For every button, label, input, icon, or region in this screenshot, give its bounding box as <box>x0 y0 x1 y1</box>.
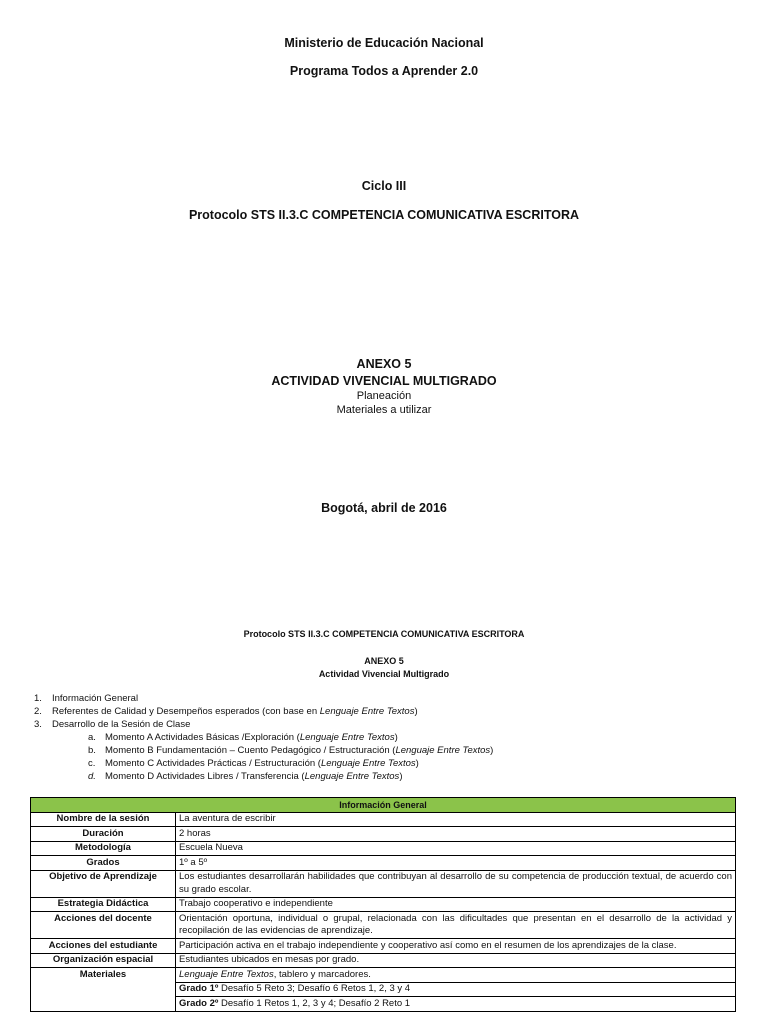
outline-item-text: Información General <box>52 693 139 704</box>
row-value: Los estudiantes desarrollarán habilidades que contribuyan al desarrollo de su competencia de producción textual, de acuerdo con su grado escolar. <box>176 870 736 897</box>
outline-item <box>34 692 493 705</box>
materials-text: , tablero y marcadores. <box>273 968 371 980</box>
outline-subitem-paren: ) <box>394 732 398 743</box>
body-annex-heading: ANEXO 5 <box>364 656 404 666</box>
outline-subitem-letter: c. <box>88 758 96 769</box>
row-value: 1º a 5º <box>176 856 736 871</box>
annex-title: ANEXO 5 <box>356 357 412 371</box>
materials-subtitle: Materiales a utilizar <box>336 404 432 416</box>
materials-grade <box>176 982 736 997</box>
table-row <box>31 912 736 939</box>
outline-subitem-paren: ) <box>415 758 419 769</box>
outline-item-paren: ) <box>414 706 418 717</box>
table-row <box>31 968 736 983</box>
body-protocol-heading: Protocolo STS II.3.C COMPETENCIA COMUNICATIVA ESCRITORA <box>243 629 525 639</box>
row-label: Duración <box>31 827 176 842</box>
outline-subitem <box>34 731 493 744</box>
outline-subitem-paren: ) <box>399 771 403 782</box>
row-label: Acciones del estudiante <box>31 939 176 954</box>
outline-item-number: 1. <box>34 693 42 704</box>
outline-subitem <box>34 770 493 783</box>
outline-item-text: Desarrollo de la Sesión de Clase <box>52 719 191 730</box>
table-row <box>31 812 736 827</box>
outline-item <box>34 718 493 731</box>
row-value: Trabajo cooperativo e independiente <box>176 897 736 912</box>
row-value: Estudiantes ubicados en mesas por grado. <box>176 953 736 968</box>
materials-book-title: Lenguaje Entre Textos <box>179 968 274 980</box>
place-date: Bogotá, abril de 2016 <box>321 501 447 515</box>
outline-item-book-title: Lenguaje Entre Textos <box>319 706 415 717</box>
table-header-row <box>31 798 736 813</box>
table-row <box>31 953 736 968</box>
outline-subitem <box>34 744 493 757</box>
row-label: Estrategia Didáctica <box>31 897 176 912</box>
outline-subitem-letter: d. <box>88 771 96 782</box>
table-row <box>31 897 736 912</box>
materials-grade-text: Desafío 1 Retos 1, 2, 3 y 4; Desafío 2 Reto 1 <box>218 997 411 1009</box>
outline-subitem-book-title: Lenguaje Entre Textos <box>299 732 395 743</box>
row-label: Nombre de la sesión <box>31 812 176 827</box>
outline-list <box>34 692 493 783</box>
outline-subitem <box>34 757 493 770</box>
outline-subitem-text: Momento A Actividades Básicas /Exploración ( <box>105 732 300 743</box>
outline-item <box>34 705 493 718</box>
outline-item-number: 2. <box>34 706 42 717</box>
materials-grade-label: Grado 1º <box>179 983 219 994</box>
materials-value <box>176 968 736 983</box>
table-row <box>31 856 736 871</box>
row-label: Organización espacial <box>31 953 176 968</box>
row-value: Orientación oportuna, individual o grupal, relacionada con las dificultades que presentan en el desarrollo de la actividad y recopilación de las evidencias de aprendizaje. <box>176 912 736 939</box>
row-label: Acciones del docente <box>31 912 176 939</box>
outline-subitem-letter: b. <box>88 745 96 756</box>
cycle-title: Ciclo III <box>361 179 407 193</box>
outline-subitem-book-title: Lenguaje Entre Textos <box>320 758 416 769</box>
outline-subitem-text: Momento B Fundamentación – Cuento Pedagógico / Estructuración ( <box>105 745 396 756</box>
outline-subitem-text: Momento C Actividades Prácticas / Estructuración ( <box>105 758 321 769</box>
program-title: Programa Todos a Aprender 2.0 <box>289 64 479 78</box>
outline-subitem-book-title: Lenguaje Entre Textos <box>395 745 491 756</box>
table-row <box>31 827 736 842</box>
row-value: 2 horas <box>176 827 736 842</box>
materials-grade-text: Desafío 5 Reto 3; Desafío 6 Retos 1, 2, 3 y 4 <box>218 983 411 994</box>
row-value: La aventura de escribir <box>176 812 736 827</box>
materials-grade <box>176 997 736 1012</box>
outline-item-text: Referentes de Calidad y Desempeños esperados (con base en <box>52 706 320 717</box>
body-activity-heading: Actividad Vivencial Multigrado <box>318 669 450 679</box>
row-label: Grados <box>31 856 176 871</box>
activity-title: ACTIVIDAD VIVENCIAL MULTIGRADO <box>271 374 497 388</box>
table-row <box>31 870 736 897</box>
ministry-title: Ministerio de Educación Nacional <box>284 36 484 50</box>
outline-subitem-book-title: Lenguaje Entre Textos <box>304 771 400 782</box>
outline-subitem-letter: a. <box>88 732 96 743</box>
row-value: Escuela Nueva <box>176 841 736 856</box>
protocol-title: Protocolo STS II.3.C COMPETENCIA COMUNICATIVA ESCRITORA <box>188 208 580 222</box>
materials-grade-label: Grado 2º <box>179 997 219 1009</box>
materials-label: Materiales <box>31 968 176 1012</box>
row-label: Metodología <box>31 841 176 856</box>
table-header: Información General <box>31 798 736 813</box>
general-info-table <box>30 797 736 1012</box>
table-row <box>31 939 736 954</box>
planning-subtitle: Planeación <box>356 390 412 402</box>
row-label: Objetivo de Aprendizaje <box>31 870 176 897</box>
outline-item-number: 3. <box>34 719 42 730</box>
outline-subitem-paren: ) <box>490 745 494 756</box>
table-row <box>31 841 736 856</box>
row-value: Participación activa en el trabajo independiente y cooperativo así como en el resumen de los aprendizajes de la clase. <box>176 939 736 954</box>
outline-subitem-text: Momento D Actividades Libres / Transferencia ( <box>105 771 305 782</box>
